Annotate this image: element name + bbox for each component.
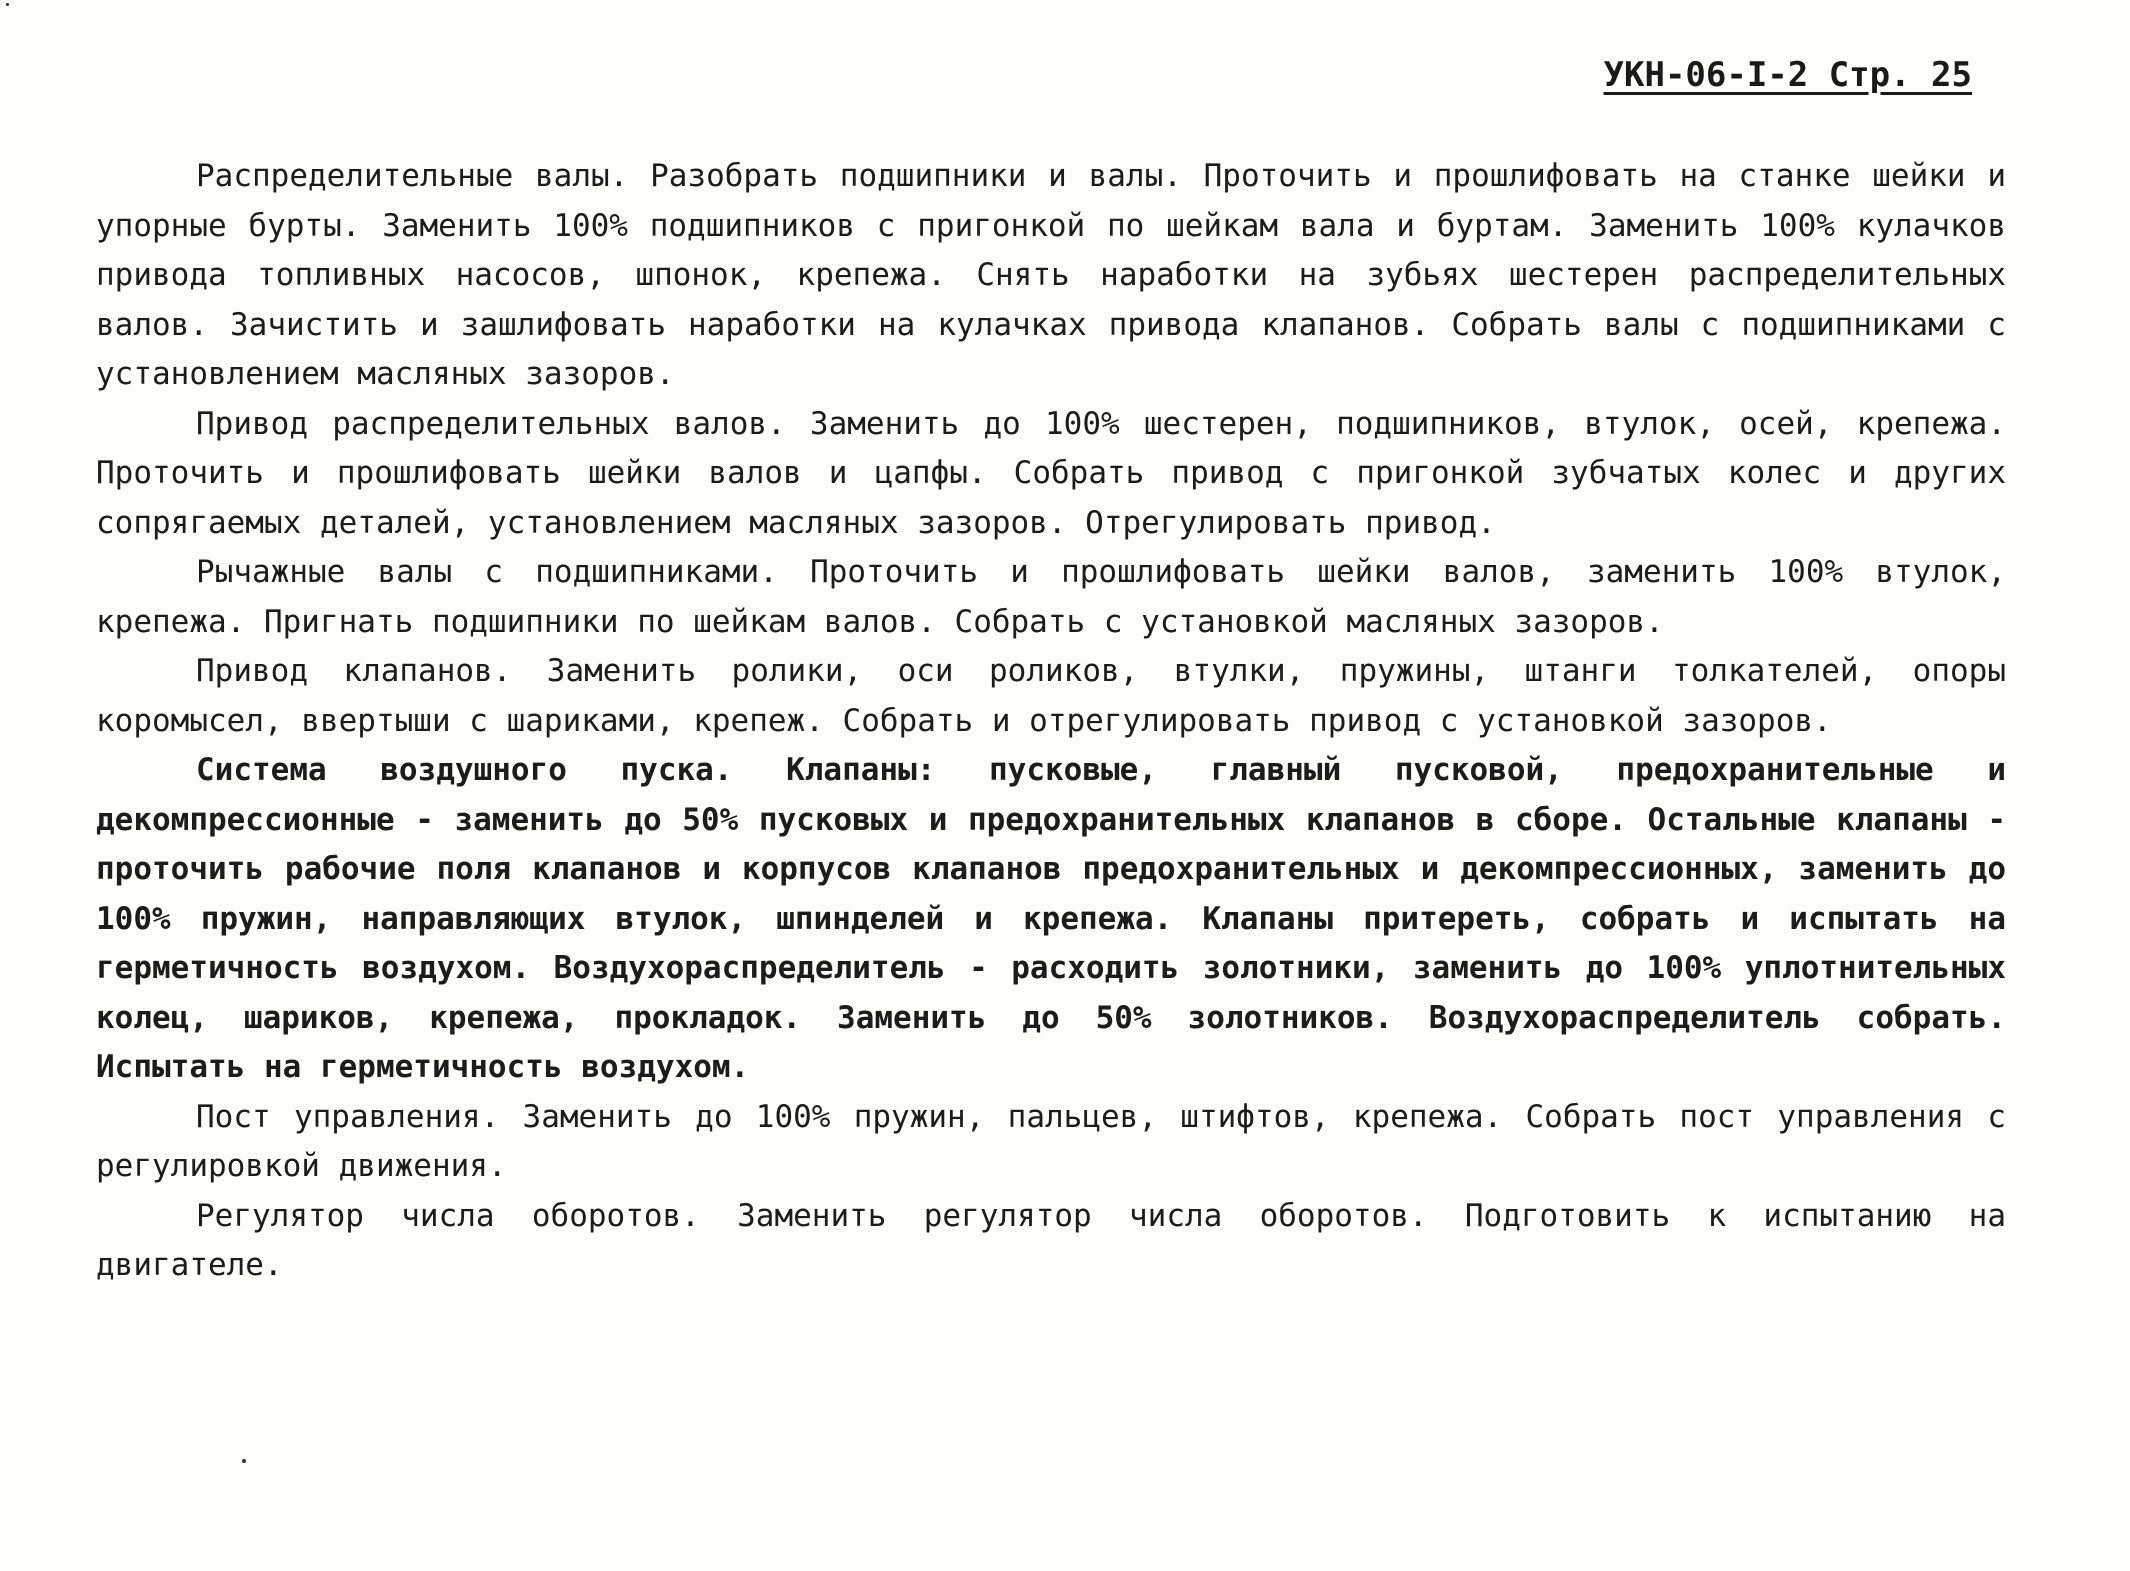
paragraph-camshaft-drive: Привод распределительных валов. Заменить до 100% шестерен, подшипников, втулок, осей, крепежа. Проточить и прошлифовать шейки валов и цапфы. Собрать привод с пригонкой зубчатых колес и других сопрягаемых деталей, установлением масляных зазоров. Отрегулировать привод. bbox=[96, 405, 2006, 541]
paragraph-lever-shafts: Рычажные валы с подшипниками. Проточить и прошлифовать шейки валов, заменить 100% втулок, крепежа. Пригнать подшипники по шейкам валов. Собрать с установкой масляных зазоров. bbox=[96, 554, 2006, 640]
scan-speck bbox=[242, 1459, 246, 1463]
scan-speck bbox=[6, 3, 9, 6]
paragraph-control-post: Пост управления. Заменить до 100% пружин, пальцев, штифтов, крепежа. Собрать пост управления с регулировкой движения. bbox=[96, 1098, 2006, 1184]
paragraph-camshafts: Распределительные валы. Разобрать подшипники и валы. Проточить и прошлифовать на станке шейки и упорные бурты. Заменить 100% подшипников с пригонкой по шейкам вала и буртам. Заменить 100% кулачков привода топливных насосов, шпонок, крепежа. Снять наработки на зубьях шестерен распределительных валов. Зачистить и зашлифовать наработки на кулачках привода клапанов. Собрать валы с подшипниками с установлением масляных зазоров. bbox=[96, 158, 2006, 392]
page-header-reference: УКН-06-I-2 Стр. 25 bbox=[1603, 55, 1972, 95]
paragraph-air-start-system: Система воздушного пуска. Клапаны: пусковые, главный пусковой, предохранительные и декомпрессионные - заменить до 50% пусковых и предохранительных клапанов в сборе. Остальные клапаны - проточить рабочие поля клапанов и корпусов клапанов предохранительных и декомпрессионных, заменить до 100% пружин, направляющих втулок, шпинделей и крепежа. Клапаны притереть, собрать и испытать на герметичность воздухом. Воздухораспределитель - расходить золотники, заменить до 100% уплотнительных колец, шариков, крепежа, прокладок. Заменить до 50% золотников. Воздухораспределитель собрать. Испытать на герметичность воздухом. bbox=[96, 752, 2006, 1085]
paragraph-valve-drive: Привод клапанов. Заменить ролики, оси роликов, втулки, пружины, штанги толкателей, опоры коромысел, ввертыши с шариками, крепеж. Собрать и отрегулировать привод с установкой зазоров. bbox=[96, 653, 2006, 739]
paragraph-speed-governor: Регулятор числа оборотов. Заменить регулятор числа оборотов. Подготовить к испытанию на двигателе. bbox=[96, 1197, 2006, 1283]
document-body bbox=[96, 152, 2006, 1291]
